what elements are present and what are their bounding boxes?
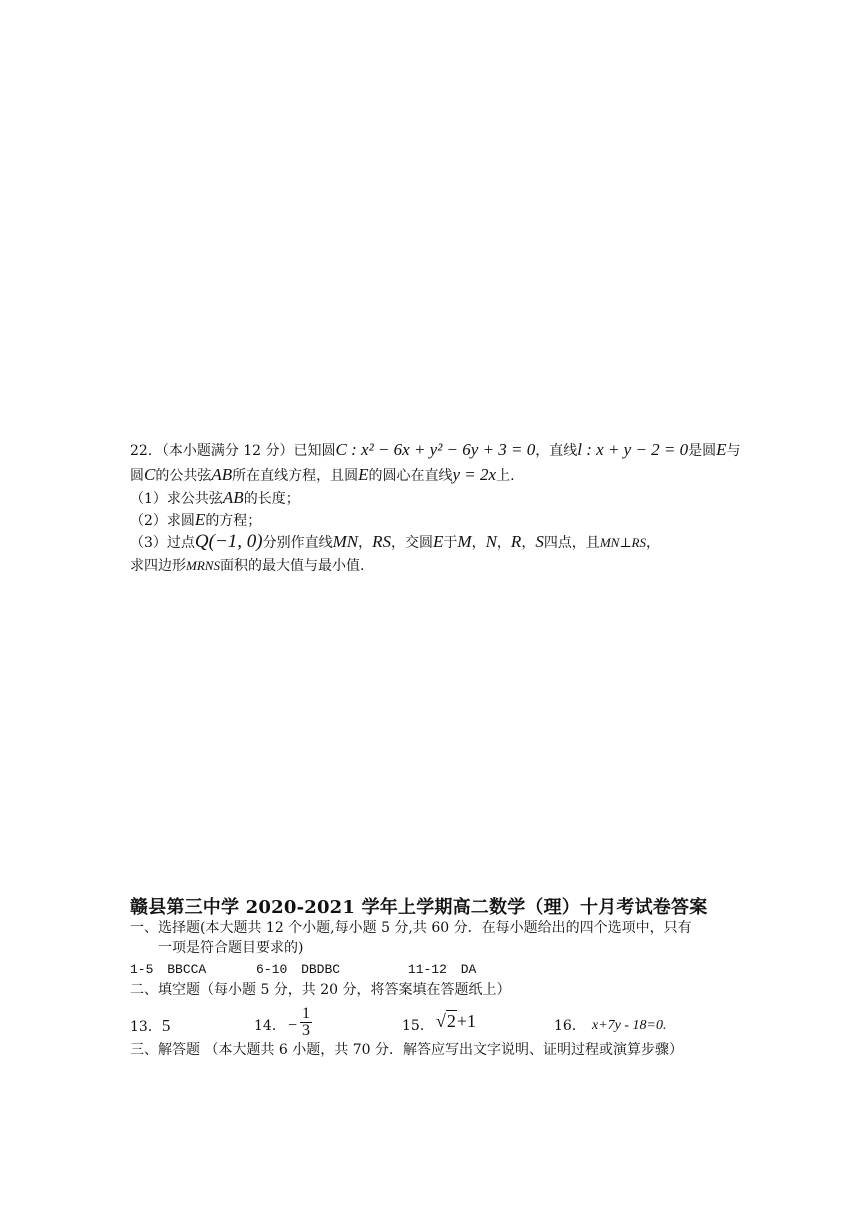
text: 的公共弦 — [155, 468, 212, 484]
text: ， — [471, 535, 486, 551]
mc-range-label: 11-12 — [407, 962, 447, 977]
perpendicular-condition: MN⊥RS — [599, 535, 646, 550]
text: 上. — [496, 468, 515, 484]
text: 圆 — [130, 468, 144, 484]
text: ，交圆 — [391, 535, 434, 551]
text: ，直线 — [535, 443, 578, 459]
section-2-heading: 二、填空题（每小题 5 分，共 20 分，将答案填在答题纸上） — [130, 982, 511, 998]
line-l-equation: l : x + y − 2 = 0 — [577, 440, 689, 459]
text: ， — [496, 535, 511, 551]
q14-label: 14． — [254, 1018, 286, 1034]
problem-22-part-3-cont — [130, 556, 364, 576]
symbol-e: E — [194, 510, 206, 529]
fraction-numerator: 1 — [302, 1005, 310, 1022]
text: 分别作直线 — [262, 535, 333, 551]
symbol-s: S — [535, 532, 544, 551]
text: 与 — [726, 443, 741, 459]
q15-label: 15． — [402, 1018, 434, 1034]
answer-key-title: 赣县第三中学 2020-2021 学年上学期高二数学（理）十月考试卷答案 — [130, 897, 708, 918]
point-q: Q(−1, 0) — [194, 531, 263, 552]
center-line-equation: y = 2x — [452, 465, 497, 484]
q15-rest: +1 — [456, 1011, 477, 1031]
multiple-choice-answers — [130, 960, 476, 980]
text: （2）求圆 — [130, 513, 195, 529]
section-1-heading-cont: 一项是符合题目要求的) — [158, 940, 304, 956]
q16-label: 16． — [554, 1018, 586, 1034]
text: 的方程； — [205, 513, 262, 529]
q14-sign: − — [288, 1017, 298, 1034]
problem-22-line-1 — [130, 440, 741, 461]
text: （1）求公共弦 — [130, 491, 223, 507]
symbol-e: E — [433, 532, 444, 551]
symbol-rs: RS — [372, 532, 392, 551]
text: 所在直线方程，且圆 — [232, 468, 359, 484]
symbol-c: C — [144, 465, 156, 484]
fraction-denominator: 3 — [302, 1022, 310, 1039]
symbol-r: R — [510, 532, 522, 551]
text: 面积的最大值与最小值. — [219, 558, 365, 574]
q14-fraction — [300, 1006, 312, 1039]
q15-value — [436, 1011, 476, 1031]
symbol-ab: AB — [222, 488, 244, 507]
text: 的圆心在直线 — [368, 468, 453, 484]
problem-22-part-3 — [130, 532, 660, 553]
problem-22-line-2 — [130, 465, 515, 486]
circle-c-equation: C : x² − 6x + y² − 6y + 3 = 0 — [335, 440, 536, 459]
text: （3）过点 — [130, 535, 195, 551]
symbol-ab: AB — [211, 465, 233, 484]
section-3-heading: 三、解答题 （本大题共 6 小题，共 70 分．解答应写出文字说明、证明过程或演算步骤） — [130, 1042, 683, 1058]
mc-answers-6-10: DBDBC — [301, 962, 341, 977]
mc-range-label: 1-5 — [130, 962, 154, 977]
symbol-n: N — [485, 532, 497, 551]
text: 于 — [443, 535, 458, 551]
text: 是圆 — [688, 443, 717, 459]
sqrt-icon: √ — [436, 1011, 446, 1031]
text: ， — [358, 535, 373, 551]
symbol-m: M — [457, 532, 472, 551]
problem-22-part-2 — [130, 510, 261, 531]
symbol-e: E — [716, 440, 727, 459]
symbol-mrns: MRNS — [186, 558, 220, 573]
q13-answer — [130, 1016, 170, 1037]
text: 的长度； — [243, 491, 300, 507]
q16-value: x+7y - 18=0. — [592, 1018, 667, 1033]
mc-answers-1-5: BBCCA — [167, 962, 207, 977]
problem-22-part-1 — [130, 488, 300, 509]
text: ， — [645, 535, 660, 551]
symbol-mn: MN — [332, 532, 359, 551]
text: 求四边形 — [130, 558, 186, 574]
mc-range-label: 6-10 — [256, 962, 288, 977]
problem-22-intro: 22．（本小题满分 12 分）已知圆 — [130, 443, 336, 459]
sqrt-radicand: 2 — [446, 1011, 456, 1031]
text: 四点，且 — [543, 535, 600, 551]
mc-answers-11-12: DA — [460, 962, 477, 977]
symbol-e: E — [358, 465, 369, 484]
text: ， — [521, 535, 536, 551]
section-1-heading: 一、选择题(本大题共 12 个小题,每小题 5 分,共 60 分．在每小题给出的四个选项中，只有 — [130, 920, 692, 936]
q13-label: 13． — [130, 1019, 162, 1035]
q13-value: 5 — [161, 1016, 171, 1035]
